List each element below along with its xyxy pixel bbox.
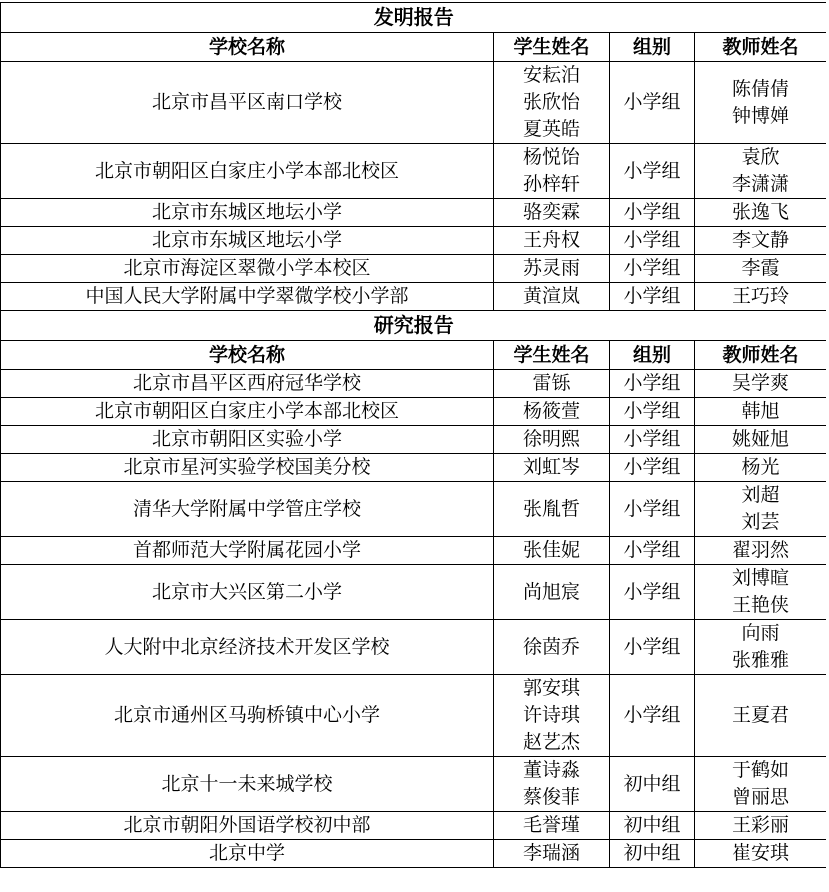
- student-name: 徐茵乔: [522, 635, 580, 658]
- teacher-name: 曾丽思: [731, 786, 789, 808]
- students-cell: [494, 370, 610, 398]
- students-cell: [494, 675, 610, 757]
- table-row: [1, 812, 827, 840]
- students-cell: [494, 398, 610, 426]
- school-cell: 人大附中北京经济技术开发区学校: [1, 620, 494, 675]
- student-name: 夏英皓: [522, 118, 580, 140]
- students-cell: [494, 227, 610, 255]
- student-name: 王舟权: [522, 229, 580, 251]
- students-cell: [494, 199, 610, 227]
- student-name: 张欣怡: [522, 91, 580, 113]
- group-cell: 小学组: [610, 620, 695, 675]
- table-row: [1, 199, 827, 227]
- student-name: 许诗琪: [522, 704, 580, 726]
- student-name: 黄渲岚: [522, 285, 580, 307]
- students-cell: [494, 144, 610, 199]
- student-name: 骆奕霖: [522, 201, 580, 223]
- teacher-name: 王夏君: [731, 704, 789, 726]
- teachers-cell: [695, 620, 827, 675]
- student-name: 尚旭宸: [522, 580, 580, 603]
- student-name: 安耘泊: [522, 64, 580, 86]
- students-cell: [494, 482, 610, 537]
- teacher-name: 于鹤如: [731, 759, 789, 781]
- students-cell: [494, 454, 610, 482]
- students-cell: [494, 840, 610, 868]
- student-name: 杨筱萱: [522, 400, 580, 422]
- teacher-name: 王彩丽: [731, 814, 789, 836]
- section-title: 研究报告: [1, 311, 827, 341]
- students-cell: [494, 537, 610, 565]
- student-name: 雷铄: [532, 372, 571, 394]
- school-header: 学校名称: [1, 33, 494, 62]
- teachers-header: 教师姓名: [695, 33, 827, 62]
- section-title-row: [1, 3, 827, 33]
- student-name: 张佳妮: [522, 539, 580, 561]
- school-cell: 北京市朝阳区白家庄小学本部北校区: [1, 144, 494, 199]
- table-row: [1, 144, 827, 199]
- table-row: [1, 398, 827, 426]
- teacher-name: 姚娅旭: [731, 428, 789, 450]
- teachers-cell: [695, 62, 827, 144]
- teacher-name: 刘超: [741, 484, 780, 506]
- group-cell: 小学组: [610, 482, 695, 537]
- group-cell: 小学组: [610, 144, 695, 199]
- school-cell: 清华大学附属中学管庄学校: [1, 482, 494, 537]
- table-row: [1, 675, 827, 757]
- school-header: 学校名称: [1, 341, 494, 370]
- teacher-name: 翟羽然: [731, 539, 789, 561]
- students-cell: [494, 62, 610, 144]
- group-cell: 初中组: [610, 840, 695, 868]
- school-cell: 北京市东城区地坛小学: [1, 199, 494, 227]
- table-row: [1, 537, 827, 565]
- teachers-cell: [695, 144, 827, 199]
- student-name: 蔡俊菲: [522, 786, 580, 808]
- teacher-name: 韩旭: [741, 400, 780, 422]
- group-cell: 小学组: [610, 398, 695, 426]
- school-cell: 北京市朝阳外国语学校初中部: [1, 812, 494, 840]
- teacher-name: 张雅雅: [731, 649, 789, 671]
- student-name: 徐明熙: [522, 428, 580, 450]
- table-row: [1, 62, 827, 144]
- teacher-name: 杨光: [741, 456, 780, 478]
- students-header: 学生姓名: [494, 33, 610, 62]
- school-cell: 北京市朝阳区实验小学: [1, 426, 494, 454]
- student-name: 董诗淼: [522, 759, 580, 781]
- group-cell: 小学组: [610, 255, 695, 283]
- group-cell: 小学组: [610, 565, 695, 620]
- header-row: [1, 341, 827, 370]
- teachers-cell: [695, 840, 827, 868]
- group-cell: 初中组: [610, 757, 695, 812]
- teachers-cell: [695, 537, 827, 565]
- teachers-cell: [695, 398, 827, 426]
- awards-table: [0, 2, 827, 868]
- table-row: [1, 283, 827, 311]
- table-row: [1, 620, 827, 675]
- group-cell: 小学组: [610, 454, 695, 482]
- school-cell: 北京中学: [1, 840, 494, 868]
- header-row: [1, 33, 827, 62]
- school-cell: 北京市海淀区翠微小学本校区: [1, 255, 494, 283]
- teacher-name: 崔安琪: [731, 842, 789, 864]
- school-cell: 中国人民大学附属中学翠微学校小学部: [1, 283, 494, 311]
- student-name: 孙梓轩: [522, 173, 580, 195]
- table-row: [1, 565, 827, 620]
- students-cell: [494, 620, 610, 675]
- teachers-header: 教师姓名: [695, 341, 827, 370]
- teacher-name: 李文静: [731, 229, 789, 251]
- student-name: 郭安琪: [522, 677, 580, 699]
- teachers-cell: [695, 812, 827, 840]
- group-cell: 小学组: [610, 426, 695, 454]
- school-cell: 北京市朝阳区白家庄小学本部北校区: [1, 398, 494, 426]
- group-cell: 小学组: [610, 62, 695, 144]
- teachers-cell: [695, 675, 827, 757]
- table-row: [1, 840, 827, 868]
- student-name: 赵艺杰: [522, 731, 580, 753]
- teachers-cell: [695, 482, 827, 537]
- group-cell: 小学组: [610, 370, 695, 398]
- teacher-name: 李霞: [741, 257, 780, 279]
- student-name: 杨悦饴: [522, 146, 580, 168]
- student-name: 刘虹岑: [522, 456, 580, 478]
- student-name: 毛誉瑾: [522, 814, 580, 836]
- teacher-name: 吴学爽: [731, 372, 789, 394]
- school-cell: 北京市星河实验学校国美分校: [1, 454, 494, 482]
- table-row: [1, 227, 827, 255]
- teacher-name: 袁欣: [741, 146, 780, 168]
- students-cell: [494, 812, 610, 840]
- teacher-name: 张逸飞: [731, 201, 789, 223]
- group-cell: 小学组: [610, 675, 695, 757]
- student-name: 苏灵雨: [522, 257, 580, 279]
- student-name: 张胤哲: [522, 497, 580, 520]
- group-header: 组别: [610, 33, 695, 62]
- school-cell: 首都师范大学附属花园小学: [1, 537, 494, 565]
- teacher-name: 陈倩倩: [731, 77, 789, 100]
- students-cell: [494, 565, 610, 620]
- table-row: [1, 370, 827, 398]
- teacher-name: 王巧玲: [731, 285, 789, 307]
- school-cell: 北京市昌平区西府冠华学校: [1, 370, 494, 398]
- table-row: [1, 426, 827, 454]
- students-header: 学生姓名: [494, 341, 610, 370]
- students-cell: [494, 283, 610, 311]
- teachers-cell: [695, 565, 827, 620]
- group-cell: 小学组: [610, 537, 695, 565]
- students-cell: [494, 255, 610, 283]
- students-cell: [494, 757, 610, 812]
- group-header: 组别: [610, 341, 695, 370]
- students-cell: [494, 426, 610, 454]
- school-cell: 北京十一未来城学校: [1, 757, 494, 812]
- table-row: [1, 255, 827, 283]
- group-cell: 小学组: [610, 227, 695, 255]
- table-row: [1, 757, 827, 812]
- teachers-cell: [695, 454, 827, 482]
- group-cell: 初中组: [610, 812, 695, 840]
- teacher-name: 向雨: [741, 622, 780, 644]
- school-cell: 北京市大兴区第二小学: [1, 565, 494, 620]
- section-title-row: [1, 311, 827, 341]
- group-cell: 小学组: [610, 199, 695, 227]
- teacher-name: 刘芸: [741, 511, 780, 533]
- teacher-name: 钟博婵: [731, 104, 789, 127]
- teachers-cell: [695, 255, 827, 283]
- school-cell: 北京市昌平区南口学校: [1, 62, 494, 144]
- teachers-cell: [695, 199, 827, 227]
- school-cell: 北京市通州区马驹桥镇中心小学: [1, 675, 494, 757]
- teachers-cell: [695, 757, 827, 812]
- table-row: [1, 482, 827, 537]
- school-cell: 北京市东城区地坛小学: [1, 227, 494, 255]
- teacher-name: 刘博暄: [731, 567, 789, 589]
- student-name: 李瑞涵: [522, 842, 580, 864]
- teacher-name: 李潇潇: [731, 173, 789, 195]
- table-row: [1, 454, 827, 482]
- teachers-cell: [695, 227, 827, 255]
- teachers-cell: [695, 283, 827, 311]
- teachers-cell: [695, 370, 827, 398]
- awards-table-body: [1, 3, 827, 868]
- teacher-name: 王艳侠: [731, 594, 789, 616]
- section-title: 发明报告: [1, 3, 827, 33]
- teachers-cell: [695, 426, 827, 454]
- group-cell: 小学组: [610, 283, 695, 311]
